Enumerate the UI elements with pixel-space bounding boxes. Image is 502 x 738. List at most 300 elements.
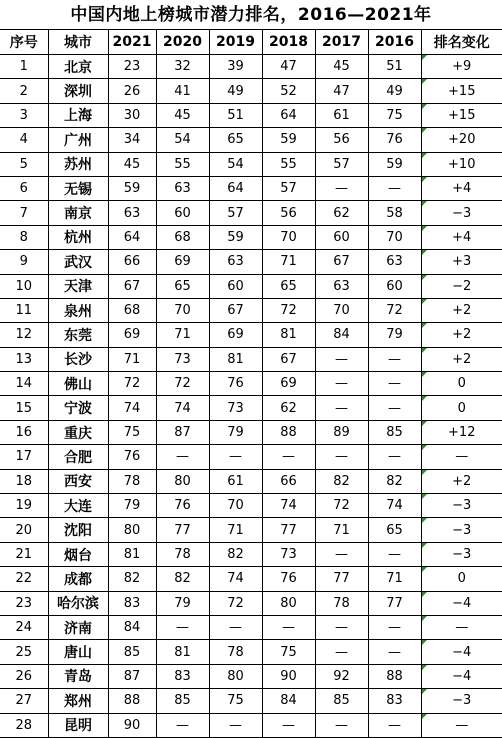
- cell-2017: 89: [315, 420, 368, 444]
- cell-2016: 51: [368, 55, 421, 79]
- cell-no: 16: [0, 420, 48, 444]
- cell-2019: 71: [209, 518, 262, 542]
- cell-2017: —: [315, 445, 368, 469]
- cell-2018: 76: [262, 567, 315, 591]
- cell-2019: 60: [209, 274, 262, 298]
- cell-corner-marker: [422, 299, 427, 304]
- cell-2017: 47: [315, 79, 368, 103]
- cell-2016: —: [368, 713, 421, 737]
- cell-rank-change: [421, 689, 502, 713]
- cell-2019: 39: [209, 55, 262, 79]
- cell-2017: 45: [315, 55, 368, 79]
- cell-2018: 55: [262, 152, 315, 176]
- cell-2020: 76: [156, 494, 209, 518]
- cell-2018: 67: [262, 347, 315, 371]
- rank-change-value: 0: [457, 571, 466, 587]
- cell-rank-change: [421, 396, 502, 420]
- cell-2018: 70: [262, 225, 315, 249]
- cell-2021: 26: [108, 79, 156, 103]
- rank-change-value: 0: [457, 400, 466, 416]
- table-row: [0, 518, 502, 542]
- cell-2020: 85: [156, 689, 209, 713]
- cell-corner-marker: [422, 201, 427, 206]
- cell-2021: 34: [108, 128, 156, 152]
- ranking-table: [0, 30, 502, 738]
- cell-2020: 54: [156, 128, 209, 152]
- rank-change-value: +15: [448, 83, 476, 99]
- rank-change-value: −3: [452, 205, 472, 221]
- cell-city: 重庆: [48, 420, 108, 444]
- cell-no: 10: [0, 274, 48, 298]
- table-row: [0, 494, 502, 518]
- cell-2021: 75: [108, 420, 156, 444]
- cell-corner-marker: [422, 79, 427, 84]
- cell-2017: —: [315, 372, 368, 396]
- rank-change-value: +2: [452, 327, 472, 343]
- table-row: [0, 567, 502, 591]
- rank-change-value: −3: [452, 522, 472, 538]
- cell-2020: 41: [156, 79, 209, 103]
- cell-2020: 45: [156, 103, 209, 127]
- cell-no: 8: [0, 225, 48, 249]
- rank-change-value: +4: [452, 229, 472, 245]
- cell-2019: 64: [209, 176, 262, 200]
- table-row: [0, 274, 502, 298]
- cell-city: 南京: [48, 201, 108, 225]
- cell-no: 24: [0, 615, 48, 639]
- cell-2021: 74: [108, 396, 156, 420]
- cell-2016: 65: [368, 518, 421, 542]
- cell-rank-change: [421, 152, 502, 176]
- cell-2017: —: [315, 640, 368, 664]
- cell-2020: —: [156, 445, 209, 469]
- table-row: [0, 79, 502, 103]
- table-row: [0, 152, 502, 176]
- cell-2016: 58: [368, 201, 421, 225]
- cell-2019: —: [209, 713, 262, 737]
- cell-2020: 55: [156, 152, 209, 176]
- cell-2016: 70: [368, 225, 421, 249]
- cell-no: 23: [0, 591, 48, 615]
- cell-2020: 72: [156, 372, 209, 396]
- cell-2019: —: [209, 615, 262, 639]
- cell-2017: —: [315, 542, 368, 566]
- cell-corner-marker: [422, 275, 427, 280]
- cell-corner-marker: [422, 348, 427, 353]
- cell-2018: —: [262, 615, 315, 639]
- cell-2016: —: [368, 372, 421, 396]
- header-2020: 2020: [156, 30, 209, 55]
- cell-city: 长沙: [48, 347, 108, 371]
- cell-rank-change: [421, 201, 502, 225]
- cell-corner-marker: [422, 104, 427, 109]
- rank-change-value: −4: [452, 644, 472, 660]
- cell-2020: 82: [156, 567, 209, 591]
- cell-2020: —: [156, 615, 209, 639]
- cell-no: 20: [0, 518, 48, 542]
- cell-2021: 30: [108, 103, 156, 127]
- cell-2021: 45: [108, 152, 156, 176]
- cell-rank-change: [421, 103, 502, 127]
- cell-2021: 80: [108, 518, 156, 542]
- cell-2018: 73: [262, 542, 315, 566]
- cell-2018: 57: [262, 176, 315, 200]
- table-row: [0, 640, 502, 664]
- cell-2017: 82: [315, 469, 368, 493]
- cell-2017: 57: [315, 152, 368, 176]
- cell-2021: 82: [108, 567, 156, 591]
- cell-2017: —: [315, 176, 368, 200]
- cell-2019: 51: [209, 103, 262, 127]
- cell-2018: 77: [262, 518, 315, 542]
- cell-2017: 60: [315, 225, 368, 249]
- table-body: [0, 55, 502, 738]
- cell-2020: 78: [156, 542, 209, 566]
- header-2016: 2016: [368, 30, 421, 55]
- cell-corner-marker: [422, 543, 427, 548]
- cell-rank-change: [421, 250, 502, 274]
- cell-rank-change: [421, 713, 502, 737]
- cell-2021: 88: [108, 689, 156, 713]
- cell-2017: 77: [315, 567, 368, 591]
- cell-corner-marker: [422, 445, 427, 450]
- cell-2021: 87: [108, 664, 156, 688]
- cell-2020: 71: [156, 323, 209, 347]
- cell-2019: 73: [209, 396, 262, 420]
- cell-2016: 59: [368, 152, 421, 176]
- cell-2017: 72: [315, 494, 368, 518]
- cell-2016: 77: [368, 591, 421, 615]
- cell-city: 东莞: [48, 323, 108, 347]
- cell-2017: 85: [315, 689, 368, 713]
- cell-city: 武汉: [48, 250, 108, 274]
- cell-2018: 64: [262, 103, 315, 127]
- cell-2021: 81: [108, 542, 156, 566]
- cell-city: 无锡: [48, 176, 108, 200]
- cell-2019: 59: [209, 225, 262, 249]
- cell-corner-marker: [422, 470, 427, 475]
- cell-corner-marker: [422, 689, 427, 694]
- cell-2017: 78: [315, 591, 368, 615]
- header-rank-change: 排名变化: [421, 30, 502, 55]
- header-2018: 2018: [262, 30, 315, 55]
- cell-2019: 61: [209, 469, 262, 493]
- cell-2017: 56: [315, 128, 368, 152]
- table-row: [0, 615, 502, 639]
- cell-rank-change: [421, 494, 502, 518]
- cell-no: 6: [0, 176, 48, 200]
- cell-2020: 60: [156, 201, 209, 225]
- cell-2019: 78: [209, 640, 262, 664]
- cell-2017: —: [315, 615, 368, 639]
- cell-2019: 74: [209, 567, 262, 591]
- cell-corner-marker: [422, 665, 427, 670]
- cell-2019: 80: [209, 664, 262, 688]
- cell-2018: 65: [262, 274, 315, 298]
- cell-2021: 23: [108, 55, 156, 79]
- rank-change-value: −4: [452, 668, 472, 684]
- cell-2018: 74: [262, 494, 315, 518]
- cell-corner-marker: [422, 518, 427, 523]
- cell-2019: 79: [209, 420, 262, 444]
- cell-2020: 73: [156, 347, 209, 371]
- cell-rank-change: [421, 445, 502, 469]
- cell-corner-marker: [422, 153, 427, 158]
- table-row: [0, 664, 502, 688]
- rank-change-value: 0: [457, 376, 466, 392]
- cell-2018: 56: [262, 201, 315, 225]
- cell-rank-change: [421, 542, 502, 566]
- cell-city: 上海: [48, 103, 108, 127]
- cell-corner-marker: [422, 616, 427, 621]
- cell-city: 天津: [48, 274, 108, 298]
- cell-no: 22: [0, 567, 48, 591]
- cell-city: 济南: [48, 615, 108, 639]
- cell-no: 15: [0, 396, 48, 420]
- cell-2021: 84: [108, 615, 156, 639]
- table-row: [0, 225, 502, 249]
- cell-no: 17: [0, 445, 48, 469]
- cell-2020: 80: [156, 469, 209, 493]
- cell-2016: —: [368, 176, 421, 200]
- cell-2016: —: [368, 396, 421, 420]
- cell-corner-marker: [422, 592, 427, 597]
- table-row: [0, 323, 502, 347]
- cell-city: 大连: [48, 494, 108, 518]
- cell-2016: 71: [368, 567, 421, 591]
- cell-2020: 65: [156, 274, 209, 298]
- cell-no: 2: [0, 79, 48, 103]
- cell-rank-change: [421, 615, 502, 639]
- cell-rank-change: [421, 55, 502, 79]
- cell-2021: 59: [108, 176, 156, 200]
- cell-2020: 81: [156, 640, 209, 664]
- cell-2016: 83: [368, 689, 421, 713]
- cell-2019: —: [209, 445, 262, 469]
- table-row: [0, 250, 502, 274]
- cell-2016: —: [368, 542, 421, 566]
- cell-2021: 78: [108, 469, 156, 493]
- cell-city: 哈尔滨: [48, 591, 108, 615]
- rank-change-value: —: [455, 620, 469, 636]
- rank-change-value: +9: [452, 59, 472, 75]
- header-2017: 2017: [315, 30, 368, 55]
- cell-rank-change: [421, 225, 502, 249]
- rank-change-value: −2: [452, 278, 472, 294]
- cell-2016: 85: [368, 420, 421, 444]
- cell-2017: 92: [315, 664, 368, 688]
- cell-2019: 57: [209, 201, 262, 225]
- rank-change-value: +10: [448, 156, 476, 172]
- cell-2017: 71: [315, 518, 368, 542]
- cell-2017: —: [315, 347, 368, 371]
- cell-rank-change: [421, 347, 502, 371]
- cell-2021: 71: [108, 347, 156, 371]
- cell-2019: 65: [209, 128, 262, 152]
- cell-2021: 90: [108, 713, 156, 737]
- cell-2021: 63: [108, 201, 156, 225]
- cell-corner-marker: [422, 421, 427, 426]
- cell-2017: 63: [315, 274, 368, 298]
- cell-no: 11: [0, 298, 48, 322]
- cell-2021: 68: [108, 298, 156, 322]
- table-title: 中国内地上榜城市潜力排名，2016—2021年: [0, 0, 502, 30]
- cell-city: 青岛: [48, 664, 108, 688]
- cell-rank-change: [421, 176, 502, 200]
- cell-no: 18: [0, 469, 48, 493]
- cell-2017: 84: [315, 323, 368, 347]
- cell-city: 合肥: [48, 445, 108, 469]
- cell-2018: 90: [262, 664, 315, 688]
- rank-change-value: −3: [452, 547, 472, 562]
- cell-2018: 84: [262, 689, 315, 713]
- cell-2017: 67: [315, 250, 368, 274]
- cell-2021: 76: [108, 445, 156, 469]
- cell-no: 26: [0, 664, 48, 688]
- cell-city: 烟台: [48, 542, 108, 566]
- rank-change-value: +15: [448, 107, 476, 123]
- cell-2019: 82: [209, 542, 262, 566]
- cell-2018: 59: [262, 128, 315, 152]
- cell-2021: 72: [108, 372, 156, 396]
- cell-2020: 74: [156, 396, 209, 420]
- cell-no: 13: [0, 347, 48, 371]
- header-city: 城市: [48, 30, 108, 55]
- cell-2021: 69: [108, 323, 156, 347]
- cell-2016: 76: [368, 128, 421, 152]
- cell-2018: 52: [262, 79, 315, 103]
- cell-rank-change: [421, 591, 502, 615]
- cell-no: 25: [0, 640, 48, 664]
- cell-2021: 64: [108, 225, 156, 249]
- table-row: [0, 689, 502, 713]
- cell-corner-marker: [422, 567, 427, 572]
- cell-2018: 69: [262, 372, 315, 396]
- cell-2019: 72: [209, 591, 262, 615]
- cell-2020: 68: [156, 225, 209, 249]
- table-row: [0, 372, 502, 396]
- cell-rank-change: [421, 323, 502, 347]
- header-row: [0, 30, 502, 55]
- table-row: [0, 55, 502, 79]
- cell-no: 19: [0, 494, 48, 518]
- cell-no: 1: [0, 55, 48, 79]
- cell-rank-change: [421, 664, 502, 688]
- rank-change-value: −3: [452, 498, 472, 514]
- cell-2019: 63: [209, 250, 262, 274]
- cell-2020: —: [156, 713, 209, 737]
- table-row: [0, 469, 502, 493]
- cell-rank-change: [421, 79, 502, 103]
- cell-city: 唐山: [48, 640, 108, 664]
- cell-2019: 69: [209, 323, 262, 347]
- cell-corner-marker: [422, 128, 427, 133]
- rank-change-value: +20: [448, 132, 476, 148]
- cell-city: 成都: [48, 567, 108, 591]
- cell-2016: —: [368, 615, 421, 639]
- cell-2017: 62: [315, 201, 368, 225]
- header-2021: 2021: [108, 30, 156, 55]
- cell-no: 14: [0, 372, 48, 396]
- table-row: [0, 103, 502, 127]
- table-row: [0, 591, 502, 615]
- cell-city: 深圳: [48, 79, 108, 103]
- cell-2019: 70: [209, 494, 262, 518]
- cell-city: 广州: [48, 128, 108, 152]
- cell-corner-marker: [422, 55, 427, 60]
- cell-2016: 74: [368, 494, 421, 518]
- cell-corner-marker: [422, 640, 427, 645]
- cell-no: 21: [0, 542, 48, 566]
- cell-corner-marker: [422, 250, 427, 255]
- cell-2020: 63: [156, 176, 209, 200]
- cell-2019: 67: [209, 298, 262, 322]
- table-row: [0, 128, 502, 152]
- cell-2018: 47: [262, 55, 315, 79]
- cell-rank-change: [421, 420, 502, 444]
- cell-2019: 81: [209, 347, 262, 371]
- cell-city: 佛山: [48, 372, 108, 396]
- cell-2018: 81: [262, 323, 315, 347]
- cell-2021: 67: [108, 274, 156, 298]
- cell-2017: 70: [315, 298, 368, 322]
- cell-no: 9: [0, 250, 48, 274]
- cell-2020: 83: [156, 664, 209, 688]
- table-row: [0, 201, 502, 225]
- cell-no: 5: [0, 152, 48, 176]
- cell-city: 郑州: [48, 689, 108, 713]
- cell-2021: 66: [108, 250, 156, 274]
- rank-change-value: −3: [452, 693, 472, 709]
- header-2019: 2019: [209, 30, 262, 55]
- rank-change-value: −4: [452, 595, 472, 611]
- cell-2020: 77: [156, 518, 209, 542]
- rank-change-value: —: [455, 449, 469, 465]
- cell-rank-change: [421, 128, 502, 152]
- cell-2020: 69: [156, 250, 209, 274]
- cell-2020: 70: [156, 298, 209, 322]
- cell-2018: —: [262, 445, 315, 469]
- cell-2018: 71: [262, 250, 315, 274]
- cell-2016: 49: [368, 79, 421, 103]
- cell-city: 沈阳: [48, 518, 108, 542]
- cell-2016: 88: [368, 664, 421, 688]
- cell-2016: —: [368, 347, 421, 371]
- cell-corner-marker: [422, 494, 427, 499]
- cell-2019: 76: [209, 372, 262, 396]
- cell-corner-marker: [422, 226, 427, 231]
- cell-2020: 87: [156, 420, 209, 444]
- cell-2016: 75: [368, 103, 421, 127]
- table-row: [0, 298, 502, 322]
- cell-city: 宁波: [48, 396, 108, 420]
- table-row: [0, 542, 502, 566]
- cell-2018: 72: [262, 298, 315, 322]
- table-row: [0, 713, 502, 737]
- cell-2019: 75: [209, 689, 262, 713]
- cell-no: 27: [0, 689, 48, 713]
- cell-no: 28: [0, 713, 48, 737]
- cell-2016: 79: [368, 323, 421, 347]
- cell-rank-change: [421, 372, 502, 396]
- cell-2018: 88: [262, 420, 315, 444]
- cell-corner-marker: [422, 396, 427, 401]
- cell-2018: 75: [262, 640, 315, 664]
- cell-2017: —: [315, 396, 368, 420]
- cell-rank-change: [421, 640, 502, 664]
- rank-change-value: +2: [452, 351, 472, 367]
- cell-city: 西安: [48, 469, 108, 493]
